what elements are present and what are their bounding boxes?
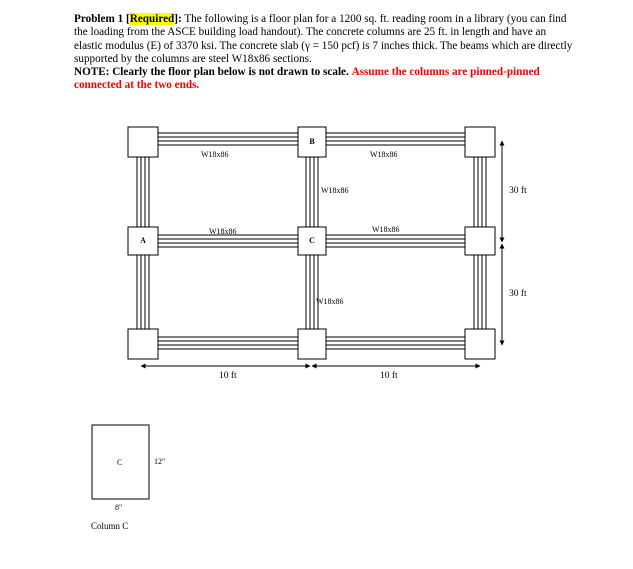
column-top-left bbox=[128, 127, 158, 157]
column-detail-caption: Column C bbox=[91, 521, 129, 531]
dim-top-span: 30 ft bbox=[509, 186, 527, 196]
column-label-a: A bbox=[140, 236, 146, 245]
beam-label-middle-right: W18x86 bbox=[372, 225, 400, 234]
column-label-c: C bbox=[309, 236, 315, 245]
beam-label-center-lower: W18x86 bbox=[316, 297, 344, 306]
beam-label-middle-left: W18x86 bbox=[209, 227, 237, 236]
problem-title-prefix: Problem 1 [ bbox=[74, 13, 130, 25]
column-detail-label: C bbox=[117, 458, 123, 467]
beam-label-top-left: W18x86 bbox=[201, 150, 229, 159]
dim-left-span: 10 ft bbox=[219, 371, 237, 381]
dim-bottom-span: 30 ft bbox=[509, 289, 527, 299]
problem-note: NOTE: Clearly the floor plan below is not drawn to scale. bbox=[74, 66, 349, 79]
beam-label-center-upper: W18x86 bbox=[321, 186, 349, 195]
problem-body: The following is a floor plan for a 1200 sq. ft. reading room in a library (you can find the loading from the ASCE building load handout). The concrete columns are 25 ft. in length and have an elastic modulus (E) of 3370 ksi. The concrete slab (γ = 150 pcf) is 7 inches thick. The beams which are directly supported by the columns are steel W18x86 sections. bbox=[74, 13, 573, 65]
column-detail-width: 8" bbox=[115, 503, 123, 512]
beam-label-top-right: W18x86 bbox=[370, 150, 398, 159]
column-bottom-right bbox=[465, 329, 495, 359]
problem-title-suffix: ]: bbox=[174, 13, 182, 25]
pinned-note: Assume the columns are pinned-pinned connected at the two ends. bbox=[74, 66, 540, 92]
required-tag: Required bbox=[129, 13, 175, 25]
column-bottom-center bbox=[298, 329, 326, 359]
column-top-right bbox=[465, 127, 495, 157]
column-detail-height: 12" bbox=[154, 457, 166, 466]
column-bottom-left bbox=[128, 329, 158, 359]
dim-right-span: 10 ft bbox=[380, 371, 398, 381]
column-mid-right bbox=[465, 227, 495, 255]
column-label-b: B bbox=[309, 137, 315, 146]
